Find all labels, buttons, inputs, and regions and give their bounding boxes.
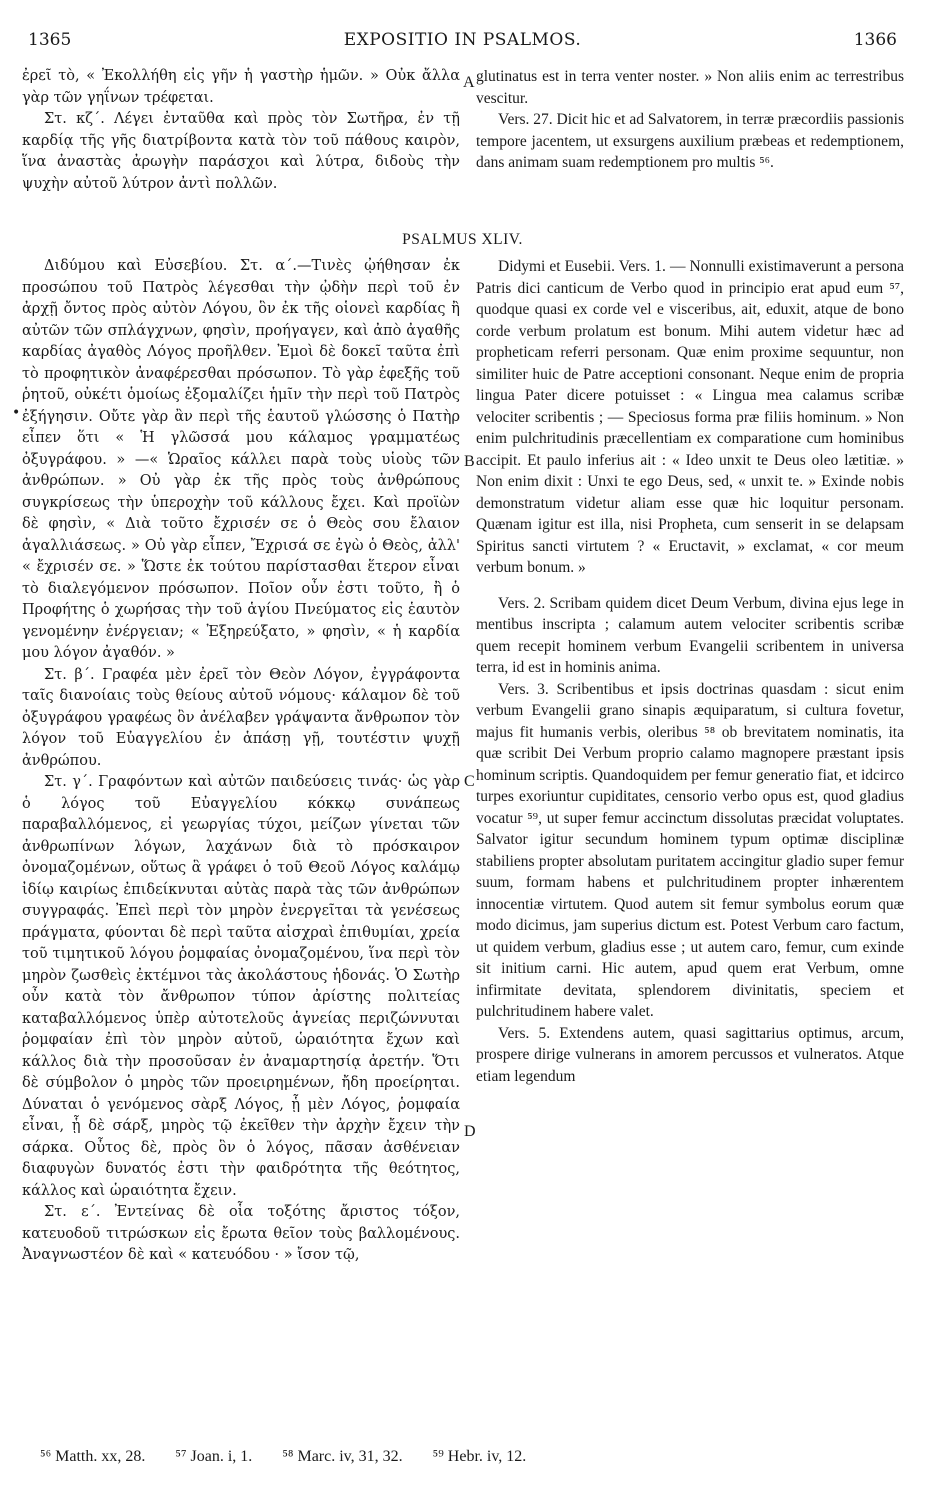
margin-letter-c: C: [464, 773, 475, 790]
latin-paragraph: Vers. 27. Dicit hic et ad Salvatorem, in terræ præcordiis passionis tempore jacentem, ut exsurgens auxilium præbeas et redemptionem, dans animam suam redemptionem pro multis ⁵⁶.: [476, 111, 904, 171]
greek-column-top: [22, 66, 460, 195]
page-number-right: 1366: [853, 30, 897, 50]
margin-letter-a: A: [463, 74, 475, 91]
running-title: EXPOSITIO IN PSALMOS.: [343, 30, 582, 50]
page-number-left: 1365: [28, 30, 72, 50]
margin-letter-d: D: [464, 1123, 476, 1140]
footnotes: [40, 1448, 885, 1466]
greek-column-main: [22, 256, 460, 1267]
latin-column-top: [476, 66, 904, 174]
latin-paragraph: Vers. 2. Scribam quidem dicet Deum Verbum, divina ejus lege in mentibus inscripta ; calamum autem velociter scribentis scribæ quem recepit hominem verbum Evangelii scribentem in universa terra, id est in hominis anima.: [476, 594, 904, 676]
latin-paragraph: Vers. 5. Extendens autem, quasi sagittarius optimus, arcum, prospere dirige vulnerans in amorem percussos et vulneratos. Atque etiam legendum: [476, 1024, 904, 1085]
greek-paragraph: Στ. ε΄. Ἐντείνας δὲ οἷα τοξότης ἄριστος τόξον, κατευοδοῦ τιτρώσκων εἰς ἔρωτα θεῖον τοὺς βαλλομένους. Ἀναγνωστέον δὲ καὶ « κατευόδου · » ἴσον τῷ,: [22, 1204, 460, 1263]
footnote: ⁵⁷ Joan. i, 1.: [175, 1448, 253, 1465]
latin-paragraph: glutinatus est in terra venter noster. » Non aliis enim ac terrestribus vescitur.: [476, 68, 904, 107]
page-header: [28, 30, 897, 56]
greek-paragraph: Στ. κζ΄. Λέγει ἐνταῦθα καὶ πρὸς τὸν Σωτῆρα, ἐν τῇ καρδίᾳ τῆς γῆς διατρίβοντα κατὰ τὸν τοῦ πάθους καιρὸν, ἵνα ἀναστὰς ἀρωγὴν παράσχοι καὶ λύτρα, διδοὺς τὴν ψυχὴν αὐτοῦ λύτρον ἀντὶ πολλῶν.: [22, 111, 460, 192]
margin-letter-b: B: [464, 453, 475, 470]
greek-paragraph: Στ. β΄. Γραφέα μὲν ἐρεῖ τὸν Θεὸν Λόγον, ἐγγράφοντα ταῖς διανοίαις τοὺς θείους αὐτοῦ νόμους· κάλαμον δὲ τοῦ ὀξυγράφου γραφέως ὃν ἀνέλαβεν γράψαντα ἄνθρωπον τὸν λόγον τοῦ Εὐαγγελίου ἐν ἁπάσῃ γῇ, τουτέστιν ψυχῇ ἀνθρώπου.: [22, 666, 460, 769]
footnote: ⁵⁹ Hebr. iv, 12.: [432, 1448, 527, 1465]
margin-dot: •: [12, 405, 21, 421]
greek-paragraph: Διδύμου καὶ Εὐσεβίου. Στ. α΄.—Τινὲς ᾠήθησαν ἐκ προσώπου τοῦ Πατρὸς λέγεσθαι τὴν ᾠδὴν περὶ τοῦ ἐν ἀρχῇ ὄντος πρὸς αὐτὸν Λόγου, ὃν ἐκ τῆς οἱονεὶ καρδίας ἢ αὐτῶν τῶν σπλάγχνων, φησὶν, προήγαγεν, καὶ ἀπὸ ἀγαθῆς καρδίας ἀγαθὸς Λόγος προῆλθεν. Ἐμοὶ δὲ δοκεῖ ταῦτα ἐπὶ τὸ προφητικὸν ἀναφέρεσθαι πρόσωπον. Τὸ γὰρ ἐφεξῆς τοῦ ῥητοῦ, οὐκέτι ὁμοίως ἐξομαλίζει ἡμῖν τὴν περὶ τοῦ Πατρὸς ἐξήγησιν. Οὔτε γὰρ ἂν περὶ τῆς ἑαυτοῦ γλώσσης ὁ Πατὴρ εἶπεν ὅτι « Ἡ γλῶσσά μου κάλαμος γραμματέως ὀξυγράφου. » —« Ὡραῖος κάλλει παρὰ τοὺς υἱοὺς τῶν ἀνθρώπων. » Οὐ γὰρ ἐκ τῆς πρὸς τοὺς ἀνθρώπους συγκρίσεως τὴν ὑπεροχὴν τοῦ κάλλους ἔχει. Καὶ προϊὼν δὲ φησὶν, « Διὰ τοῦτο ἔχρισέν σε ὁ Θεὸς σου ἔλαιον ἀγαλλιάσεως. » Οὐ γὰρ εἶπεν, Ἔχρισά σε ἐγὼ ὁ Θεὸς, ἀλλ' « ἔχρισέν σε. » Ὥστε ἐκ τούτου παρίστασθαι ἕτερον εἶναι τὸ διαλεγόμενον πρόσωπον. Ποῖον οὖν ἐστι τοῦτο, ἢ ὁ Προφήτης ὁ χωρήσας τὴν τοῦ ἁγίου Πνεύματος εἰς ἑαυτὸν γενομένην ἐνέργειαν; « Ἐξηρεύξατο, » φησὶν, « ἡ καρδία μου λόγον ἀγαθόν. »: [22, 258, 460, 661]
latin-paragraph: Didymi et Eusebii. Vers. 1. — Nonnulli existimaverunt a persona Patris dici canticum de Verbo quod in principio erat apud eum ⁵⁷, quodque quasi ex corde vel e visceribus, ait, eduxit, atque de bono corde verbum prolatum est bonum. Mihi autem videtur hæc ad propheticam referri personam. Quæ enim proxime sequuntur, non similiter huic de Patre acceptioni consonant. Neque enim de propria lingua Pater dicere potuisset : « Lingua mea calamus scribæ velociter scribentis ; — Speciosus forma præ filiis hominum. » Non enim pulchritudinis præcellentiam ex comparatione cum hominibus accipit. Et paulo inferius ait : « Ideo unxit te Deus oleo lætitiæ. » Non enim dixit : Unxi te ego Deus, sed, « unxit te. » Exinde nobis demonstratum videtur aliam esse quæ hic loquitur personam. Quænam igitur est illa, nisi Propheta, cum senserit in se delapsam Spiritus sancti virtutem ? « Eructavit, » exclamat, « cor meum verbum bonum. »: [476, 258, 904, 576]
footnote: ⁵⁸ Marc. iv, 31, 32.: [282, 1448, 403, 1465]
latin-column-main: [476, 256, 904, 1087]
greek-paragraph: Στ. γ΄. Γραφόντων καὶ αὐτῶν παιδεύσεις τινάς· ὡς γὰρ ὁ λόγος τοῦ Εὐαγγελίου κόκκῳ συνάπεως παραβαλλόμενος, εἰ γεωργίας τύχοι, μείζων γίνεται τῶν ἀνθρωπίνων λόγων, λαχάνων διὰ τὸ πρόσκαιρον ὀνομαζομένων, οὕτως ἃ γράφει ὁ τοῦ Θεοῦ Λόγος καλάμῳ ἰδίῳ καιρίως ἐπιδείκνυται αὐτὰς παρὰ τὰς τῶν ἀνθρώπων συγγραφάς. Ἐπεὶ περὶ τὸν μηρὸν ἐνεργεῖται τὰ γενέσεως πράγματα, φύονται δὲ περὶ ταῦτα αἰσχραὶ ἐπιθυμίαι, χρεία τοῦ τιμητικοῦ λόγου ῥομφαίας ὀνομαζομένου, ἵνα περὶ τὸν μηρὸν ζωσθεὶς ἐκτέμνοι τὰς ἀκολάστους ἡδονάς. Ὁ Σωτὴρ οὖν κατὰ τὸν ἄνθρωπον τύπον ἀρίστης πολιτείας καταβαλλόμενος ὑπὲρ αὐτοτελοῦς ἁγνείας περιζώννυται ῥομφαίαν ἐπὶ τὸν μηρὸν αὐτοῦ, ὡραιότητα ἔχων καὶ κάλλος διὰ τὴν προσοῦσαν ἐν ἀναμαρτησίᾳ ἀρετήν. Ὅτι δὲ σύμβολον ὁ μηρὸς τῶν προειρημένων, ἤδη προείρηται. Δύναται ὁ γενόμενος σὰρξ Λόγος, ᾗ μὲν Λόγος, ῥομφαία εἶναι, ᾗ δὲ σάρξ, μηρὸς τῷ ἐκεῖθεν τὴν ἀρχὴν ἔχειν τὴν σάρκα. Οὗτος δὲ, πρὸς ὃν ὁ λόγος, πᾶσαν ἀσθένειαν διαφυγὼν δυνατός ἐστι τὴν φαιδρότητα τῆς θεότητος, κάλλος καὶ ὡραιότητα ἔχειν.: [22, 774, 460, 1199]
footnote: ⁵⁶ Matth. xx, 28.: [40, 1448, 146, 1465]
greek-paragraph: ἐρεῖ τὸ, « Ἐκολλήθη εἰς γῆν ἡ γαστὴρ ἡμῶν. » Οὐκ ἄλλα γὰρ τῶν γηΐνων τρέφεται.: [22, 68, 460, 106]
psalm-heading: PSALMUS XLIV.: [402, 231, 523, 248]
latin-paragraph: Vers. 3. Scribentibus et ipsis doctrinas quasdam : sicut enim verbum Evangelii grano sinapis æquiparatum, si cultura fovetur, majus fit humanis verbis, oleribus ⁵⁸ ob brevitatem nominatis, ita quæ scribit Dei Verbum proprio calamo magnopere præstant ipsis hominum scriptis. Quandoquidem per femur generatio fiat, et idcirco turpes exoriuntur cupiditates, censorio verbo opus est, quod gladius vocatur ⁵⁹, ut super femur accinctum dissolutas præcidat voluptates. Salvator igitur secundum hominem typum optimæ disciplinæ stabiliens propter absolutam puritatem accingitur gladio super femur suum, formam habens et pulchritudinem propter inhærentem innocentiæ virtutem. Quod autem sit femur symbolus eorum quæ modo dicimus, jam superius dictum est. Potest Verbum caro factum, ut quidem verbum, gladius esse ; ut autem caro, femur, cum exinde sit initium carni. Hic autem, apud quem erat Verbum, omne infirmitate devitata, splendorem divinitatis, speciem et pulchritudinem habere valet.: [476, 680, 904, 1020]
